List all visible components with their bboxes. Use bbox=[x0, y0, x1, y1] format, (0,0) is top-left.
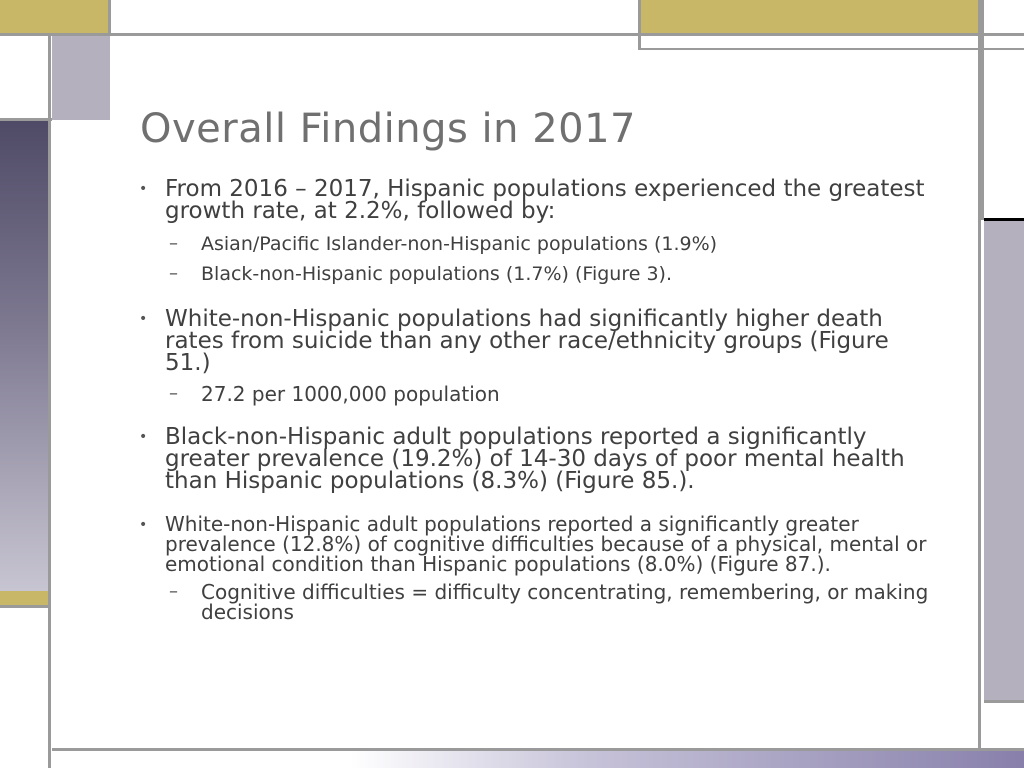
bullet-text: From 2016 – 2017, Hispanic populations experienced the greatest growth rate, at 2.2%, followed by: bbox=[165, 176, 925, 224]
sub-bullet-item bbox=[165, 582, 935, 622]
bullet-item bbox=[135, 178, 935, 284]
right-lavender-block bbox=[984, 221, 1024, 701]
sub-bullet-text: Asian/Pacific Islander-non-Hispanic populations (1.9%) bbox=[201, 233, 718, 255]
left-dark-gradient-bar bbox=[0, 121, 48, 591]
bullet-icon: • bbox=[139, 181, 148, 197]
bullet-text: White-non-Hispanic populations had significantly higher death rates from suicide than any other race/ethnicity groups (Figure 51.) bbox=[165, 306, 889, 376]
left-vertical-rule bbox=[48, 36, 51, 768]
right-outer-rule bbox=[981, 0, 984, 220]
dash-icon: – bbox=[169, 581, 178, 602]
dash-icon: – bbox=[169, 263, 178, 284]
top-vertical-rule-1 bbox=[108, 0, 111, 36]
right-block-divider bbox=[984, 700, 1024, 703]
dash-icon: – bbox=[169, 233, 178, 254]
bullet-icon: • bbox=[139, 517, 148, 533]
bullet-text: Black-non-Hispanic adult populations reported a significantly greater prevalence (19.2%) of 14-30 days of poor mental health than Hispanic populations (8.3%) (Figure 85.). bbox=[165, 424, 905, 494]
sub-bullet-text: 27.2 per 1000,000 population bbox=[201, 382, 500, 406]
top-right-gold-block bbox=[640, 0, 980, 33]
left-lower-rule bbox=[0, 605, 48, 608]
slide-title: Overall Findings in 2017 bbox=[140, 106, 637, 152]
bullet-text: White-non-Hispanic adult populations reported a significantly greater prevalence (12.8%) of cognitive difficulties because of a physical, mental or emotional condition than Hispanic populations (8.0%) (Figure 87.). bbox=[165, 512, 927, 576]
top-left-gold-block bbox=[0, 0, 110, 33]
bullet-item bbox=[135, 514, 935, 622]
bullet-icon: • bbox=[139, 429, 148, 445]
sub-bullet-item bbox=[165, 234, 935, 254]
left-gold-strip bbox=[0, 591, 48, 605]
bullet-item bbox=[135, 426, 935, 492]
sub-bullet-item bbox=[165, 264, 935, 284]
sub-bullet-item bbox=[165, 384, 935, 404]
top-horizontal-rule bbox=[0, 33, 1024, 36]
top-vertical-rule-2 bbox=[638, 0, 641, 50]
bullet-icon: • bbox=[139, 311, 148, 327]
sub-bullet-text: Cognitive difficulties = difficulty concentrating, remembering, or making decisions bbox=[201, 580, 929, 624]
top-right-box-bottom bbox=[638, 48, 1024, 50]
slide-body bbox=[135, 178, 935, 632]
dash-icon: – bbox=[169, 383, 178, 404]
bullet-item bbox=[135, 308, 935, 404]
sub-bullet-text: Black-non-Hispanic populations (1.7%) (Figure 3). bbox=[201, 263, 672, 285]
left-lavender-block bbox=[52, 36, 110, 120]
bottom-gradient-bar bbox=[350, 751, 1024, 768]
